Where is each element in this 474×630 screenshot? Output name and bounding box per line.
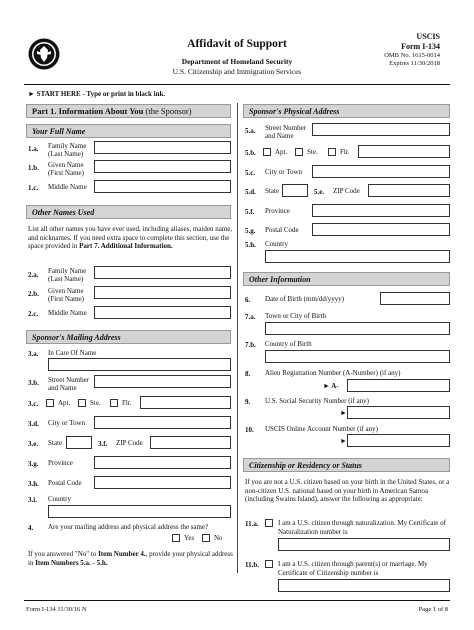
field-label: Family Name (Last Name) (48, 142, 87, 158)
physical-state-select[interactable] (282, 184, 308, 197)
field-label: Family Name (Last Name) (48, 267, 87, 283)
item-number: 3.c. (28, 400, 39, 408)
in-care-of-input[interactable] (48, 358, 231, 371)
field-label: U.S. Social Security Number (if any) (265, 397, 370, 405)
physical-country-input[interactable] (265, 250, 450, 263)
flr-checkbox[interactable] (110, 399, 118, 407)
same-address-no-checkbox[interactable] (202, 534, 210, 542)
item-number: 5.f. (245, 208, 255, 216)
field-label: Country of Birth (265, 340, 312, 348)
note-bold-2: Item Numbers 5.a. - 5.h. (35, 558, 108, 567)
start-here-instruction: ► START HERE - Type or print in black ink. (28, 90, 166, 98)
field-label: ZIP Code (116, 439, 143, 447)
item-number: 2.a. (28, 271, 39, 279)
mailing-address-heading: Sponsor's Mailing Address (26, 330, 231, 344)
other-names-heading: Other Names Used (26, 205, 231, 219)
intro-text: List all other names you have ever used, including aliases, maiden name, and nicknames. If you need extra space to complete this section, use the space provided in (28, 225, 233, 250)
other-given-name-input[interactable] (94, 286, 231, 299)
service-name: U.S. Citizenship and Immigration Services (172, 67, 302, 76)
citizenship-heading: Citizenship or Residency or Status (243, 458, 450, 472)
apt-label: Apt. (58, 399, 71, 407)
note-bold-1: Item Number 4. (98, 550, 146, 558)
expiration-date: Expires 11/30/2018 (389, 60, 440, 67)
item-number: 5.d. (245, 188, 256, 196)
item-number: 3.g. (28, 460, 39, 468)
form-title: Affidavit of Support (187, 38, 287, 50)
mailing-zip-input[interactable] (150, 436, 231, 449)
form-number: Form I-134 (401, 42, 440, 51)
field-label: Province (265, 207, 290, 215)
ste-checkbox[interactable] (295, 148, 303, 156)
flr-checkbox[interactable] (328, 148, 336, 156)
note-text-mid: , provide your physical address in (28, 550, 233, 567)
flr-label: Flr. (122, 399, 132, 407)
date-of-birth-input[interactable] (380, 292, 450, 305)
other-information-heading: Other Information (243, 272, 450, 286)
field-label: Street Number and Name (265, 124, 307, 140)
item-number: 2.c. (28, 310, 39, 318)
citizenship-number-input[interactable] (278, 579, 450, 592)
physical-street-input[interactable] (312, 123, 450, 136)
naturalization-checkbox[interactable] (265, 519, 273, 527)
item-number: 2.b. (28, 290, 39, 298)
family-name-input[interactable] (94, 141, 231, 154)
field-label: Given Name (First Name) (48, 287, 84, 303)
item-number: 5.a. (245, 127, 256, 135)
header-rule (24, 84, 450, 85)
item-number: 3.i. (28, 496, 37, 504)
item-number: 5.g. (245, 227, 256, 235)
item-number: 9. (245, 398, 251, 406)
field-label: Country (48, 495, 71, 503)
item-number: 7.a. (245, 313, 256, 321)
item-number: 7.b. (245, 341, 256, 349)
field-label: Alien Registration Number (A-Number) (if any) (265, 369, 401, 377)
item-number: 3.d. (28, 420, 39, 428)
field-label: I am a U.S. citizen through parent(s) or marriage. My Certificate of Citizenship number is (278, 560, 428, 577)
apt-checkbox[interactable] (46, 399, 54, 407)
field-label: Country (265, 240, 288, 248)
physical-address-note (28, 550, 233, 567)
omb-number: OMB No. 1615-0014 (384, 52, 440, 59)
same-address-yes-checkbox[interactable] (172, 534, 180, 542)
birth-country-input[interactable] (265, 350, 450, 363)
uscis-account-input[interactable] (347, 434, 450, 447)
page-number: Page 1 of 8 (418, 606, 448, 613)
field-label: Street Number and Name (48, 376, 90, 392)
field-label: Postal Code (48, 479, 82, 487)
item-number: 11.b. (245, 561, 260, 569)
other-names-intro: List all other names you have ever used, including aliases, maiden name, and nicknames. If you need extra space to complete this section, use the space provided in Part 7. Additional Information. (28, 225, 233, 250)
part1-header (26, 104, 231, 118)
item-number: 6. (245, 296, 251, 304)
field-label: I am a U.S. citizen through naturalization. My Certificate of Naturalization number is (278, 519, 446, 536)
mailing-street-input[interactable] (94, 375, 231, 388)
ssn-prefix: ► (340, 409, 347, 417)
physical-address-heading: Sponsor's Physical Address (243, 104, 450, 118)
a-number-prefix: ► A- (323, 382, 339, 390)
footer-form-id: Form I-134 11/30/16 N (26, 606, 87, 613)
field-label: City or Town (48, 419, 86, 427)
department-name: Department of Homeland Security (181, 57, 293, 66)
item-number: 3.e. (28, 440, 39, 448)
field-label: State (48, 439, 62, 447)
ste-label: Ste. (90, 399, 101, 407)
ste-label: Ste. (307, 148, 318, 156)
field-label: USCIS Online Account Number (if any) (265, 425, 378, 433)
field-label: In Care Of Name (48, 349, 97, 357)
full-name-heading: Your Full Name (26, 124, 231, 138)
given-name-input[interactable] (94, 160, 231, 173)
no-label: No (214, 534, 223, 542)
item-number: 1.c. (28, 184, 39, 192)
physical-province-input[interactable] (312, 204, 450, 217)
field-label: Middle Name (48, 309, 87, 317)
item-number: 1.a. (28, 145, 39, 153)
mailing-state-select[interactable] (66, 436, 92, 449)
mailing-city-input[interactable] (94, 416, 231, 429)
column-divider (237, 103, 238, 573)
part1-number: Part 1. (32, 106, 57, 116)
field-label: Date of Birth (mm/dd/yyyy) (265, 295, 345, 303)
part1-title: Information About You (58, 106, 144, 116)
mailing-province-input[interactable] (94, 456, 231, 469)
item-number: 5.e. (314, 188, 325, 196)
field-label: City or Town (265, 168, 303, 176)
a-number-input[interactable] (347, 379, 450, 392)
item-number: 5.h. (245, 241, 256, 249)
item-number: 3.b. (28, 379, 39, 387)
naturalization-number-input[interactable] (278, 538, 450, 551)
mailing-postal-input[interactable] (94, 476, 231, 489)
citizenship-certificate-checkbox[interactable] (265, 560, 273, 568)
item-number: 3.h. (28, 480, 39, 488)
apt-label: Apt. (275, 148, 288, 156)
note-text: If you answered "No" to (28, 550, 97, 558)
item-number: 8. (245, 370, 251, 378)
mailing-unit-input[interactable] (140, 396, 231, 409)
field-label: Postal Code (265, 226, 299, 234)
form-identifier (384, 32, 440, 67)
uscis-prefix: ► (340, 437, 347, 445)
citizenship-intro: If you are not a U.S. citizen based on your birth in the United States, or a non-citizen U.S. national based on your birth in American Samoa (including Swains Island), answer the following as appropriate: (245, 478, 450, 503)
other-family-name-input[interactable] (94, 266, 231, 279)
other-middle-name-input[interactable] (94, 306, 231, 319)
field-label: Town or City of Birth (265, 312, 326, 320)
field-label: Are your mailing address and physical address the same? (48, 523, 209, 531)
part1-suffix: (the Sponsor) (145, 106, 192, 116)
footer-rule (24, 600, 450, 601)
physical-city-input[interactable] (312, 165, 450, 178)
agency-label: USCIS (416, 32, 440, 41)
ste-checkbox[interactable] (78, 399, 86, 407)
intro-bold-text: Part 7. Additional Information (79, 242, 171, 250)
apt-checkbox[interactable] (263, 148, 271, 156)
ssn-input[interactable] (347, 406, 450, 419)
field-label: State (265, 187, 279, 195)
field-label: Given Name (First Name) (48, 161, 84, 177)
field-label: Middle Name (48, 183, 87, 191)
physical-unit-input[interactable] (358, 145, 450, 158)
item-number: 5.c. (245, 169, 256, 177)
physical-postal-input[interactable] (312, 223, 450, 236)
item-number: 10. (245, 426, 254, 434)
field-label: ZIP Code (333, 187, 360, 195)
birth-city-input[interactable] (265, 322, 450, 335)
flr-label: Flr. (340, 148, 350, 156)
middle-name-input[interactable] (94, 180, 231, 193)
yes-label: Yes (184, 534, 195, 542)
item-number: 3.f. (98, 440, 108, 448)
mailing-country-input[interactable] (48, 505, 231, 518)
item-number: 3.a. (28, 350, 39, 358)
physical-zip-input[interactable] (368, 184, 450, 197)
field-label: Province (48, 459, 73, 467)
item-number: 1.b. (28, 164, 39, 172)
item-number: 11.a. (245, 520, 259, 528)
item-number: 5.b. (245, 149, 256, 157)
item-number: 4. (28, 524, 34, 532)
